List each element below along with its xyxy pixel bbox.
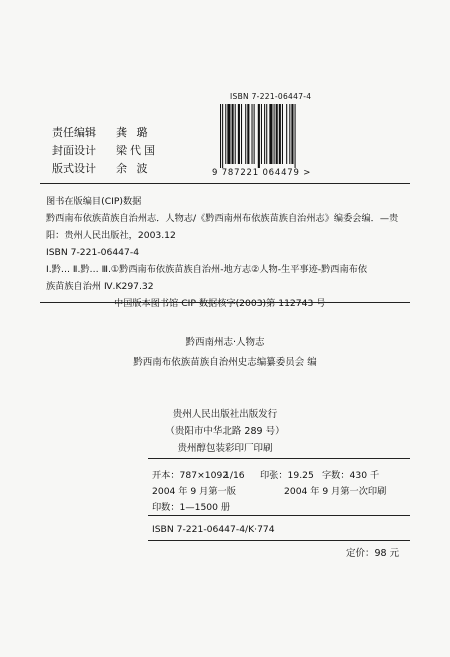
spec-format: 开本：787×1092: [152, 470, 229, 481]
barcode-bar: [225, 104, 226, 164]
credit-role: 封面设计: [52, 144, 96, 157]
barcode-image: [220, 104, 326, 168]
credits-block: [52, 124, 158, 178]
barcode-bar: [264, 104, 265, 164]
barcode-bar: [269, 104, 272, 164]
credit-name: 余 波: [116, 162, 151, 175]
isbn-full: ISBN 7-221-06447-4/K·774: [152, 524, 275, 535]
printer-line: 贵州醇包装彩印厂印刷: [177, 443, 273, 454]
spec-row: [152, 500, 386, 516]
spec-fold: 1/16: [224, 470, 245, 481]
divider: [40, 183, 410, 184]
book-title: 黔西南州志·人物志: [185, 337, 265, 348]
publisher-address: （贵阳市中华北路 289 号）: [165, 426, 285, 437]
spec-words: 字数：430 千: [322, 470, 380, 481]
spec-edition: 2004 年 9 月第一版: [152, 486, 236, 497]
cip-block: [46, 193, 412, 312]
barcode-bar: [235, 104, 236, 164]
barcode-area: [212, 92, 340, 182]
barcode-bar: [282, 104, 283, 164]
divider: [148, 458, 410, 459]
cip-heading: 图书在版编目(CIP)数据: [46, 196, 142, 207]
spec-printing: 2004 年 9 月第一次印刷: [284, 486, 387, 497]
cip-line: 阳：贵州人民出版社，2003.12: [46, 230, 176, 241]
barcode-bar: [220, 104, 221, 168]
credit-row: [52, 160, 158, 178]
barcode-bar: [289, 104, 290, 164]
barcode-bar: [245, 104, 246, 164]
barcode-isbn-label: ISBN 7-221-06447-4: [230, 92, 312, 101]
spec-print-run: 印数：1—1500 册: [152, 502, 231, 513]
barcode-bar: [274, 104, 275, 164]
spec-row: [152, 468, 386, 484]
barcode-bar: [261, 104, 262, 164]
cip-catalog-note: 中国版本图书馆 CIP 数据核字(2003)第 112743 号: [114, 298, 326, 309]
spec-row: [152, 484, 386, 500]
barcode-bar: [252, 104, 253, 164]
cip-line: 族苗族自治州 Ⅳ.K297.32: [46, 281, 154, 292]
barcode-bar: [258, 104, 260, 168]
barcode-bar: [295, 104, 296, 168]
barcode-bar: [247, 104, 249, 164]
spec-sheets: 印张：19.25: [260, 470, 314, 481]
barcode-bar: [276, 104, 278, 164]
barcode-digits: 9 787221 064479 >: [212, 168, 312, 178]
divider: [148, 515, 410, 516]
divider: [40, 302, 410, 303]
cip-line: Ⅰ.黔… Ⅱ.黔… Ⅲ.①黔西南布依族苗族自治州-地方志②人物-生平事迹-黔西南布依: [46, 264, 368, 275]
barcode-bar: [232, 104, 234, 164]
specs-block: [152, 468, 386, 516]
barcode-bar: [238, 104, 240, 164]
price: 定价：98 元: [346, 548, 400, 559]
cip-line: ISBN 7-221-06447-4: [46, 247, 140, 258]
credit-row: [52, 124, 158, 142]
credit-row: [52, 142, 158, 160]
credit-name: 龚 璐: [116, 126, 151, 139]
barcode-bar: [222, 104, 223, 168]
barcode-bar: [241, 104, 242, 164]
cip-line: 黔西南布依族苗族自治州志．人物志/《黔西南州布依族苗族自治州志》编委会编．—贵: [46, 213, 399, 224]
divider: [148, 540, 410, 541]
publisher-line: 贵州人民出版社出版发行: [172, 409, 278, 420]
barcode-bar: [279, 104, 281, 164]
credit-role: 责任编辑: [52, 126, 96, 139]
barcode-bar: [227, 104, 230, 164]
credit-role: 版式设计: [52, 162, 96, 175]
barcode-bar: [254, 104, 255, 164]
barcode-bar: [286, 104, 287, 164]
book-editor: 黔西南布依族苗族自治州史志编纂委员会 编: [133, 357, 317, 368]
barcode-bar: [266, 104, 267, 164]
credit-name: 梁代国: [116, 144, 158, 157]
barcode-bar: [291, 104, 293, 164]
